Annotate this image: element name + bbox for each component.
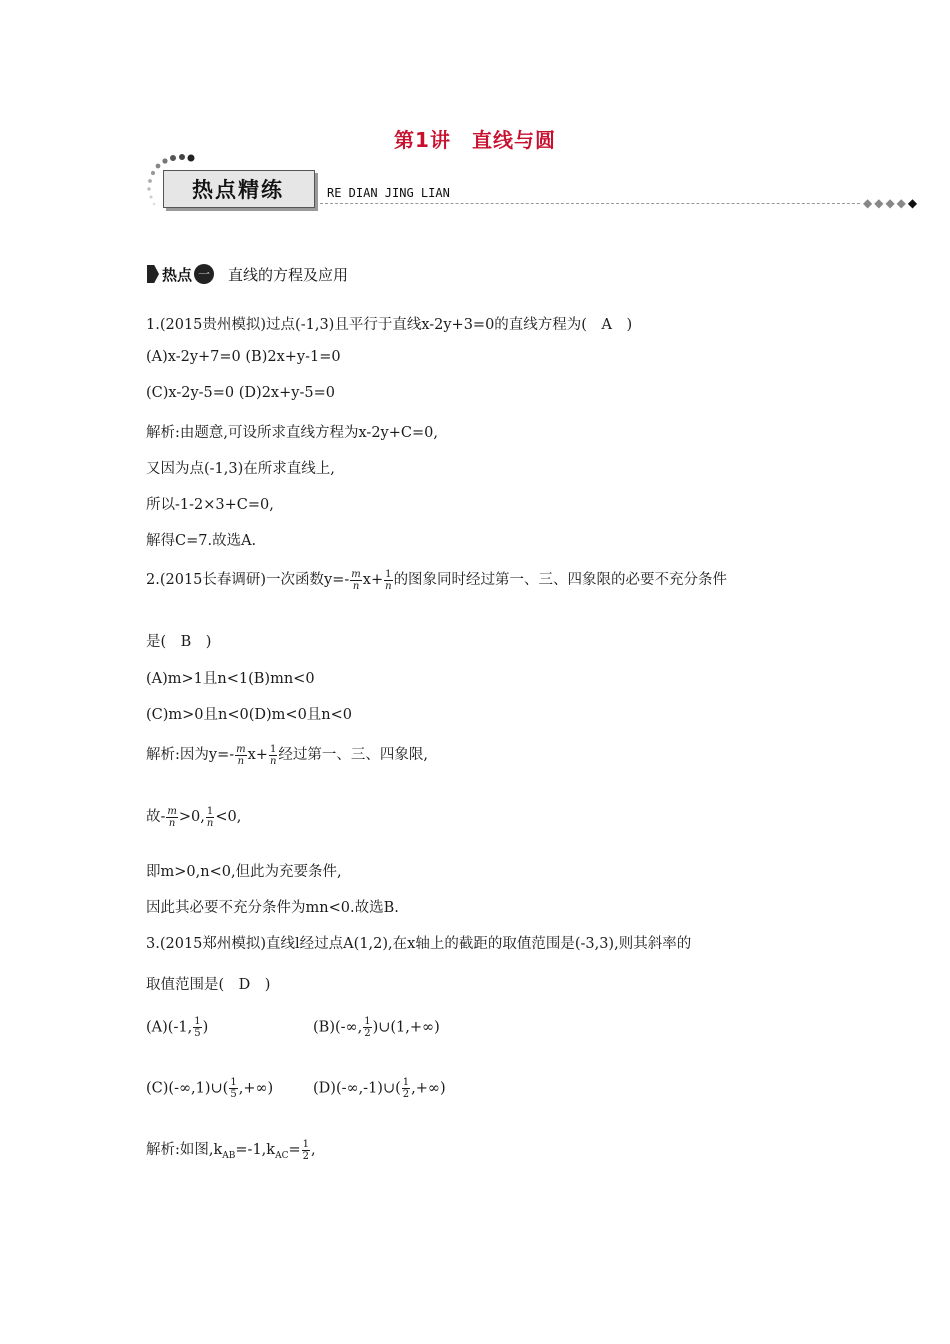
fraction: $\frac{1}{5}$ — [194, 1016, 201, 1039]
q2-solution-text: >0, — [178, 809, 205, 825]
q3-stem: 3.(2015郑州模拟)直线l经过点A(1,2),在x轴上的截距的取值范围是(-3,3),则其斜率的 — [146, 936, 692, 952]
fraction: $\frac{1}{2}$ — [364, 1016, 371, 1039]
q2-options-ab: (A)m>1且n<1(B)mn<0 — [146, 671, 315, 687]
section-number-badge: 一 — [194, 264, 214, 284]
page-title: 第1讲 直线与圆 — [394, 128, 556, 152]
section-banner — [145, 152, 945, 216]
fraction: $\frac{1}{n}$ — [269, 743, 277, 767]
fraction: $\frac{1}{n}$ — [206, 805, 214, 829]
fraction: $\frac{1}{2}$ — [302, 1138, 309, 1162]
q2-stem-text: x+ — [362, 572, 384, 588]
fraction: $\frac{1}{5}$ — [230, 1077, 237, 1100]
fraction: $\frac{m}{n}$ — [236, 743, 246, 767]
section-topic: 直线的方程及应用 — [228, 265, 349, 284]
q2-solution-line: 即m>0,n<0,但此为充要条件, — [146, 864, 342, 880]
q2-solution-line — [146, 743, 428, 767]
q3-option-b: (B)(-∞, $\frac{1}{2}$ )∪(1,+∞) — [313, 1016, 440, 1039]
q3-stem-cont: 取值范围是( D ) — [146, 977, 271, 993]
flag-icon — [147, 265, 159, 283]
section-tag — [147, 264, 348, 284]
q2-solution-text: 经过第一、三、四象限, — [278, 747, 429, 763]
fraction: $\frac{1}{2}$ — [402, 1077, 410, 1100]
q1-options-ab: (A)x-2y+7=0 (B)2x+y-1=0 — [146, 349, 341, 365]
q2-options-cd: (C)m>0且n<0(D)m<0且n<0 — [146, 707, 353, 723]
q1-stem: 1.(2015贵州模拟)过点(-1,3)且平行于直线x-2y+3=0的直线方程为( A ) — [146, 317, 633, 333]
fraction: $\frac{m}{n}$ — [167, 805, 177, 829]
q2-solution-line: 因此其必要不充分条件为mn<0.故选B. — [146, 900, 399, 916]
diamond-decoration-icon: ◆◆◆◆◆ — [863, 196, 920, 210]
q2-solution-line — [146, 805, 241, 829]
q2-solution-text: x+ — [247, 747, 268, 763]
q1-options-cd: (C)x-2y-5=0 (D)2x+y-5=0 — [146, 385, 335, 401]
q3-option-c: (C)(-∞,1)∪( $\frac{1}{5}$ ,+∞) — [146, 1077, 274, 1100]
q1-solution-line: 所以-1-2×3+C=0, — [146, 497, 274, 513]
q3-solution-line: 解析:如图$,k_{AB}=-1,k_{AC}=$ $\frac{1}{2}$ , — [146, 1138, 316, 1162]
q2-solution-text: 解析:因为y=- — [146, 747, 235, 763]
q2-stem-cont: 是( B ) — [146, 634, 212, 650]
banner-divider — [320, 203, 860, 204]
q3-option-a: (A)(-1, $\frac{1}{5}$ ) — [146, 1016, 209, 1039]
q2-solution-text: <0, — [215, 809, 242, 825]
q2-stem-text: 的图象同时经过第一、三、四象限的必要不充分条件 — [393, 572, 728, 588]
section-tag-label: 热点 — [162, 265, 193, 284]
q1-solution-line: 又因为点(-1,3)在所求直线上, — [146, 461, 335, 477]
q2-stem — [146, 568, 727, 592]
banner-label: 热点精练 — [192, 178, 284, 202]
fraction: $\frac{1}{n}$ — [385, 568, 392, 592]
fraction: $\frac{m}{n}$ — [351, 568, 361, 592]
q2-solution-text: 故- — [146, 809, 166, 825]
q1-solution-line: 解析:由题意,可设所求直线方程为x-2y+C=0, — [146, 425, 438, 441]
q1-solution-line: 解得C=7.故选A. — [146, 533, 257, 549]
q2-stem-text: 2.(2015长春调研)一次函数y=- — [146, 572, 350, 588]
q3-option-d: (D)(-∞,-1)∪( $\frac{1}{2}$ ,+∞) — [313, 1077, 446, 1100]
banner-english: RE DIAN JING LIAN — [327, 186, 450, 200]
